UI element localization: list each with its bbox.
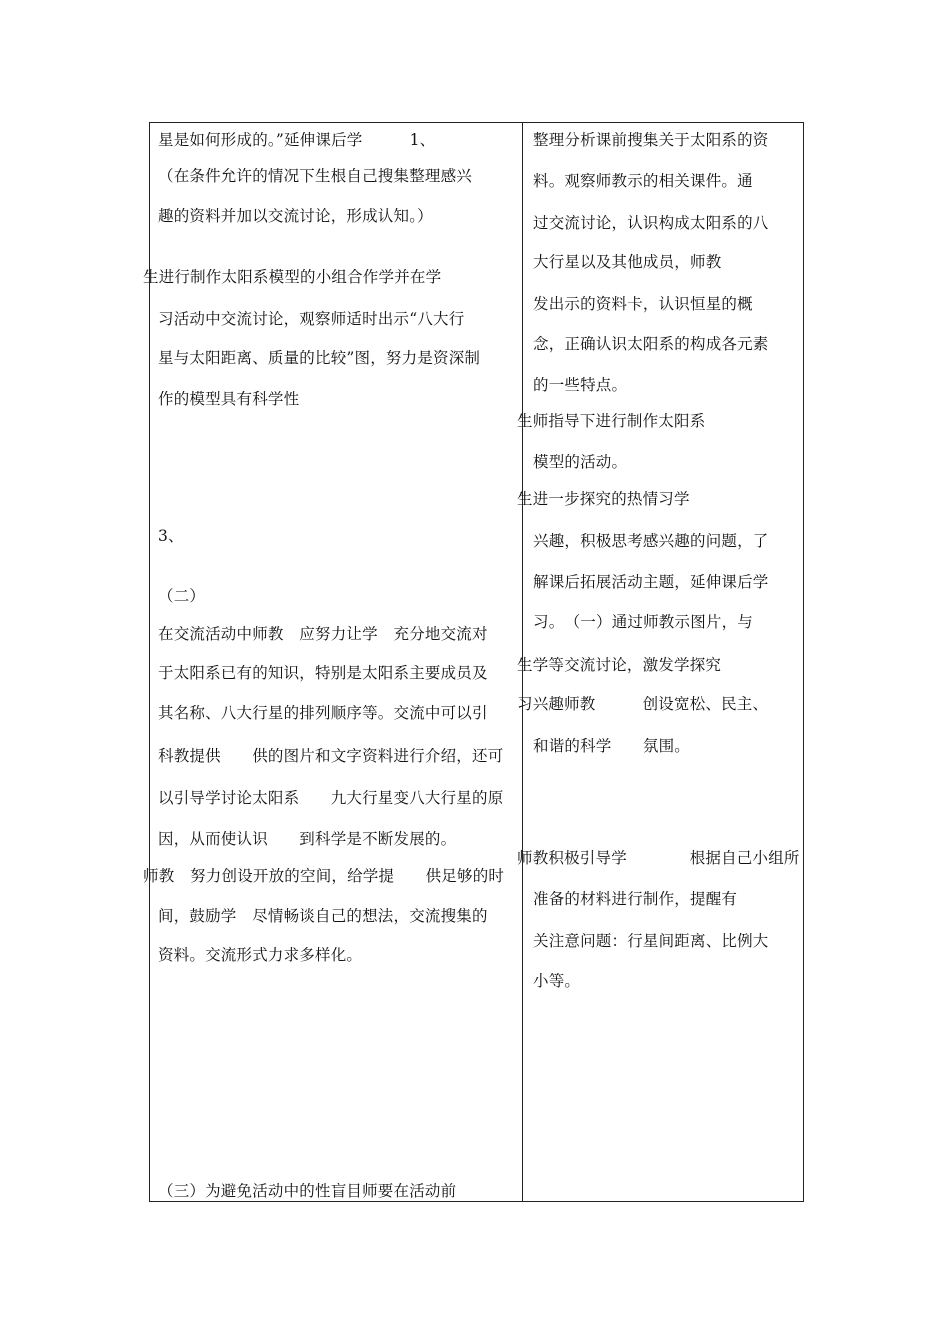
- left-line-17: 间，鼓励学 尽情畅谈自己的想法，交流搜集的: [158, 907, 488, 925]
- left-line-1: 星是如何形成的。”延伸课后学 1、: [158, 131, 436, 149]
- right-line-10: 生进一步探究的热情习学: [517, 490, 690, 508]
- right-line-9: 模型的活动。: [533, 453, 628, 471]
- right-line-16: 和谐的科学 氛围。: [533, 737, 691, 755]
- left-line-13: 科教提供 供的图片和文字资料进行介绍，还可: [158, 747, 504, 765]
- right-line-20: 小等。: [533, 972, 581, 990]
- left-line-16: 师教 努力创设开放的空间，给学提 供足够的时: [143, 867, 505, 885]
- right-line-4: 大行星以及其他成员，师教: [533, 253, 722, 271]
- right-line-18: 准备的材料进行制作，提醒有: [533, 890, 738, 908]
- left-line-2: （在条件允许的情况下生根自己搜集整理感兴: [158, 167, 473, 185]
- right-line-3: 过交流讨论，认识构成太阳系的八: [533, 214, 769, 232]
- right-line-17: 师教积极引导学 根据自己小组所: [517, 849, 800, 867]
- right-line-14: 生学等交流讨论，激发学探究: [517, 656, 722, 674]
- left-line-4: 生进行制作太阳系模型的小组合作学并在学: [143, 268, 442, 286]
- right-line-19: 关注意问题：行星间距离、比例大: [533, 932, 769, 950]
- left-line-3: 趣的资料并加以交流讨论，形成认知。）: [158, 207, 433, 225]
- left-line-18: 资料。交流形式力求多样化。: [158, 946, 363, 964]
- left-line-10: 在交流活动中师教 应努力让学 充分地交流对: [158, 625, 488, 643]
- right-line-6: 念，正确认识太阳系的构成各元素: [533, 335, 769, 353]
- left-line-7: 作的模型具有科学性: [158, 390, 300, 408]
- right-line-11: 兴趣，积极思考感兴趣的问题，了: [533, 532, 769, 550]
- right-line-2: 料。观察师教示的相关课件。通: [533, 172, 753, 190]
- left-line-14: 以引导学讨论太阳系 九大行星变八大行星的原: [158, 789, 504, 807]
- left-line-12: 其名称、八大行星的排列顺序等。交流中可以引: [158, 704, 488, 722]
- left-line-9: （二）: [158, 587, 206, 605]
- right-line-5: 发出示的资料卡，认识恒星的概: [533, 295, 753, 313]
- right-line-8: 生师指导下进行制作太阳系: [517, 412, 706, 430]
- right-line-1: 整理分析课前搜集关于太阳系的资: [533, 131, 769, 149]
- left-line-11: 于太阳系已有的知识，特别是太阳系主要成员及: [158, 664, 488, 682]
- left-line-19: （三）为避免活动中的性盲目师要在活动前: [158, 1182, 457, 1200]
- right-line-12: 解课后拓展活动主题，延伸课后学: [533, 573, 769, 591]
- left-line-15: 因，从而使认识 到科学是不断发展的。: [158, 830, 457, 848]
- left-line-8: 3、: [158, 527, 184, 545]
- left-line-5: 习活动中交流讨论，观察师适时出示“八大行: [158, 310, 465, 328]
- left-line-6: 星与太阳距离、质量的比较”图，努力是资深制: [158, 349, 481, 367]
- right-line-7: 的一些特点。: [533, 376, 628, 394]
- right-line-13: 习。 （一）通过师教示图片，与: [533, 613, 754, 631]
- right-line-15: 习兴趣师教 创设宽松、民主、: [517, 695, 769, 713]
